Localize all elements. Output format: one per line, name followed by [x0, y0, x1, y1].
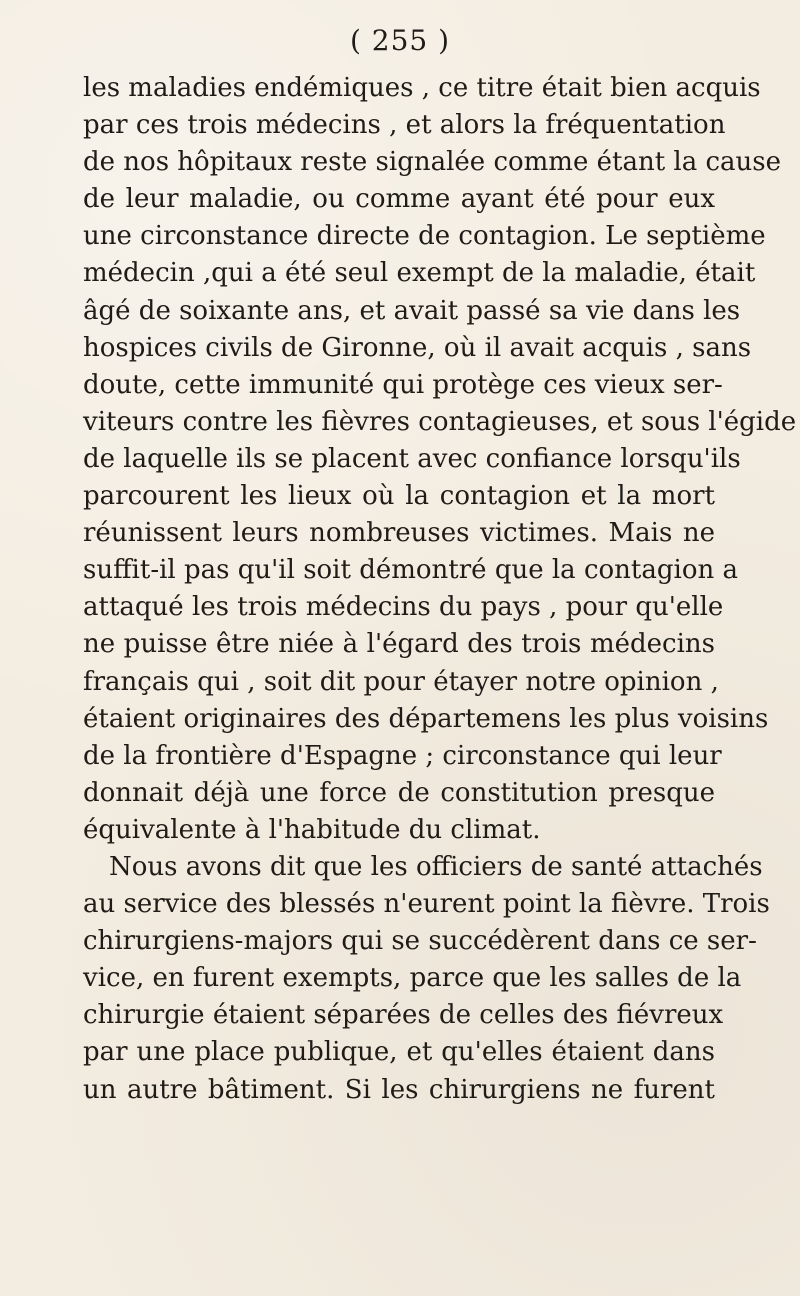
text-line: attaqué les trois médecins du pays , pour qu'elle [83, 592, 724, 623]
text-line: par une place publique, et qu'elles étaient dans [83, 1037, 715, 1068]
text-line: chirurgie étaient séparées de celles des fiévreux [83, 1000, 724, 1031]
text-line: étaient originaires des départemens les plus voisins [83, 703, 769, 734]
text-line: au service des blessés n'eurent point la fièvre. Trois [83, 889, 770, 920]
text-line: doute, cette immunité qui protège ces vieux ser- [83, 369, 723, 400]
text-line: parcourent les lieux où la contagion et la mort [83, 481, 715, 512]
text-line: ne puisse être niée à l'égard des trois médecins [83, 629, 715, 660]
text-line: médecin ,qui a été seul exempt de la maladie, était [83, 258, 756, 289]
text-line: hospices civils de Gironne, où il avait acquis , sans [83, 332, 752, 363]
text-line: suffit-il pas qu'il soit démontré que la contagion a [83, 555, 738, 586]
page-number: ( 255 ) [349, 24, 451, 57]
text-line: de nos hôpitaux reste signalée comme étant la cause [83, 147, 782, 178]
text-line: de la frontière d'Espagne ; circonstance qui leur [83, 740, 722, 771]
text-line: vice, en furent exempts, parce que les salles de la [83, 963, 742, 994]
text-line: Nous avons dit que les officiers de santé attachés [109, 851, 763, 882]
text-line: une circonstance directe de contagion. Le septième [83, 221, 766, 252]
text-line: de leur maladie, ou comme ayant été pour eux [83, 184, 715, 215]
text-line: réunissent leurs nombreuses victimes. Mais ne [83, 518, 715, 549]
text-line: de laquelle ils se placent avec confiance lorsqu'ils [83, 443, 741, 474]
text-line: viteurs contre les fièvres contagieuses, et sous l'égide [83, 406, 797, 437]
text-line: équivalente à l'habitude du climat. [83, 814, 541, 845]
body-text [83, 70, 797, 1109]
text-line: les maladies endémiques , ce titre était bien acquis [83, 73, 761, 103]
text-line: âgé de soixante ans, et avait passé sa vie dans les [83, 295, 741, 326]
text-line: par ces trois médecins , et alors la fréquentation [83, 110, 726, 141]
text-line: français qui , soit dit pour étayer notre opinion , [83, 666, 719, 697]
text-line: chirurgiens-majors qui se succédèrent dans ce ser- [83, 926, 757, 957]
text-line: un autre bâtiment. Si les chirurgiens ne furent [83, 1074, 715, 1105]
text-line: donnait déjà une force de constitution presque [83, 777, 715, 808]
